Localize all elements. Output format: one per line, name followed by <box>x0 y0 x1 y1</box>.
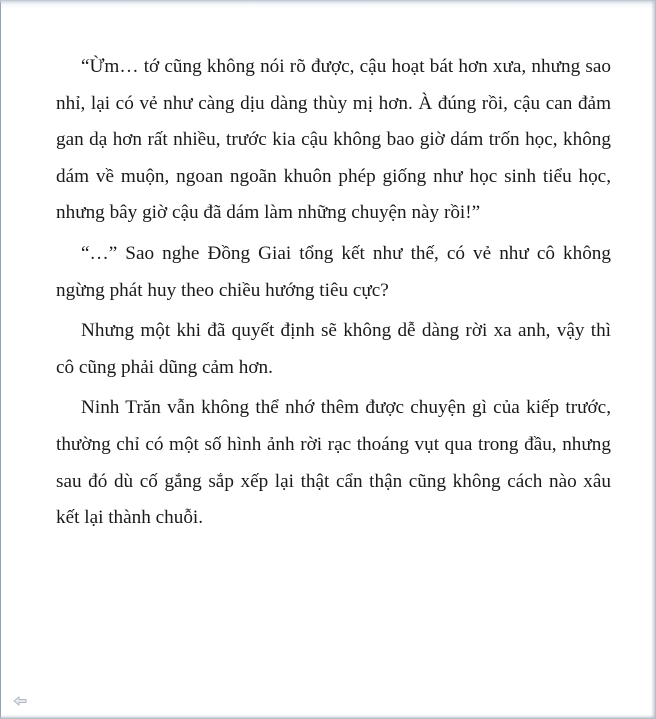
back-arrow-icon[interactable] <box>13 693 27 703</box>
back-arrow-icon-shape <box>13 696 27 706</box>
paragraph-4: Ninh Trăn vẫn không thể nhớ thêm được chuyện gì của kiếp trước, thường chỉ có một số hình ảnh rời rạc thoáng vụt qua trong đầu, nhưng sau đó dù cố gắng sắp xếp lại thật cẩn thận cũng không cách nào xâu kết lại thành chuỗi. <box>56 397 611 529</box>
page-right-edge <box>651 0 656 719</box>
paragraph-1: “Ừm… tớ cũng không nói rõ được, cậu hoạt bát hơn xưa, nhưng sao nhỉ, lại có vẻ như càng dịu dàng thùy mị hơn. À đúng rồi, cậu can đảm gan dạ hơn rất nhiều, trước kia cậu không bao giờ dám trốn học, không dám về muộn, ngoan ngoãn khuôn phép giống như học sinh tiểu học, nhưng bây giờ cậu đã dám làm những chuyện này rồi!” <box>56 56 611 224</box>
document-body <box>56 49 611 541</box>
page-bottom-edge <box>0 715 656 719</box>
paragraph-2: “…” Sao nghe Đồng Giai tổng kết như thế, có vẻ như cô không ngừng phát huy theo chiều hướng tiêu cực? <box>56 242 611 301</box>
page-top-shadow <box>0 0 656 4</box>
paragraph-3: Nhưng một khi đã quyết định sẽ không dễ dàng rời xa anh, vậy thì cô cũng phải dũng cảm hơn. <box>56 320 611 378</box>
